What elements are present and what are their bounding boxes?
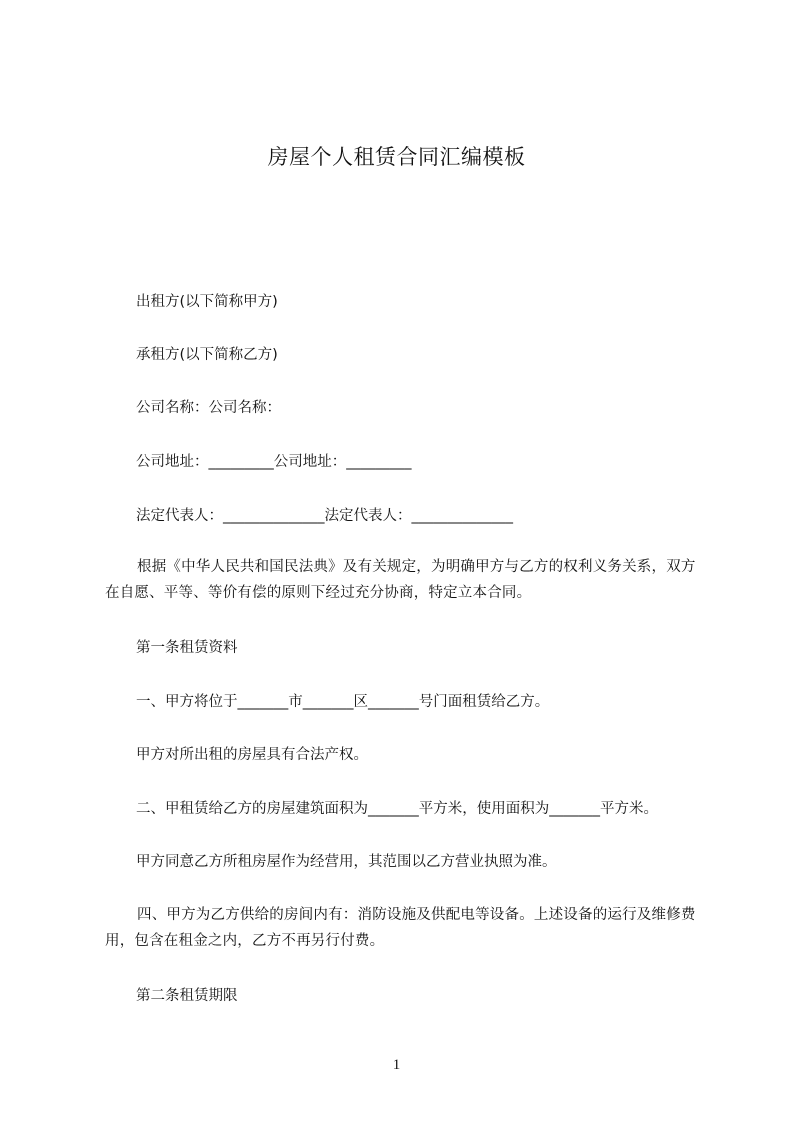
article-2-heading: 第二条租赁期限 (136, 988, 238, 1004)
clause-1-location: 一、甲方将位于_______市_______区_______号门面租赁给乙方。 (136, 694, 550, 710)
company-name-line: 公司名称：公司名称： (136, 400, 281, 416)
business-use-statement: 甲方同意乙方所租房屋作为经营用，其范围以乙方营业执照为准。 (136, 854, 557, 870)
legal-representative-line: 法定代表人：______________法定代表人：______________ (136, 508, 513, 524)
lessor-line: 出租方(以下简称甲方) (136, 294, 278, 310)
document-title: 房屋个人租赁合同汇编模板 (267, 145, 526, 169)
intro-paragraph: 根据《中华人民共和国民法典》及有关规定，为明确甲方与乙方的权利义务关系，双方在自愿、平等、等价有偿的原则下经过充分协商，特定立本合同。 (105, 559, 696, 601)
lessee-line: 承租方(以下简称乙方) (136, 347, 278, 363)
clause-4-facilities: 四、甲方为乙方供给的房间内有：消防设施及供配电等设备。上述设备的运行及维修费用，包含在租金之内，乙方不再另行付费。 (105, 907, 696, 949)
clause-2-area: 二、甲租赁给乙方的房屋建筑面积为_______平方米，使用面积为_______平方米。 (136, 801, 658, 817)
article-1-heading: 第一条租赁资料 (136, 640, 238, 656)
page-number: 1 (392, 1057, 401, 1073)
company-address-line: 公司地址：_________公司地址：_________ (136, 454, 412, 470)
ownership-statement: 甲方对所出租的房屋具有合法产权。 (136, 747, 368, 763)
